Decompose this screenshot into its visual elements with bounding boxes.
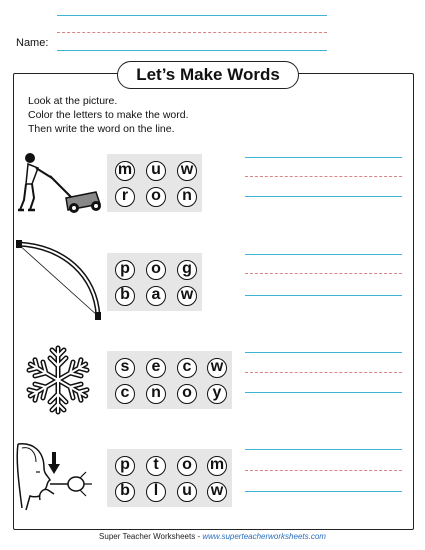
answer-line-mid — [245, 176, 402, 177]
letter-tile[interactable]: c — [177, 358, 197, 378]
top-line-2 — [57, 32, 327, 33]
answer-line-top — [245, 352, 402, 353]
letter-tile[interactable]: b — [115, 286, 135, 306]
letter-tile[interactable]: w — [177, 286, 197, 306]
answer-line-top — [245, 254, 402, 255]
letter-tile[interactable]: a — [146, 286, 166, 306]
snowflake-icon — [20, 342, 96, 418]
bow-icon — [14, 236, 104, 322]
letter-tile[interactable]: m — [207, 456, 227, 476]
letter-tile[interactable]: y — [207, 384, 227, 404]
letter-tile[interactable]: p — [115, 456, 135, 476]
letter-tile[interactable]: r — [115, 187, 135, 207]
instruction-2: Color the letters to make the word. — [28, 109, 189, 121]
letter-tile[interactable]: u — [146, 161, 166, 181]
letter-tile[interactable]: n — [146, 384, 166, 404]
letter-tile[interactable]: m — [115, 161, 135, 181]
letter-tile[interactable]: w — [177, 161, 197, 181]
answer-line-bottom[interactable] — [245, 392, 402, 393]
answer-line-bottom[interactable] — [245, 295, 402, 296]
name-label: Name: — [16, 37, 49, 49]
answer-line-mid — [245, 273, 402, 274]
worksheet-title: Let’s Make Words — [117, 61, 299, 89]
answer-line-bottom[interactable] — [245, 491, 402, 492]
letter-tile[interactable]: o — [177, 456, 197, 476]
footer-link[interactable]: www.superteacherworksheets.com — [202, 532, 326, 541]
blowing-bubble-icon — [14, 438, 104, 514]
letter-tile[interactable]: n — [177, 187, 197, 207]
answer-line-top — [245, 157, 402, 158]
name-line[interactable] — [57, 50, 327, 51]
letter-tile[interactable]: o — [177, 384, 197, 404]
letter-tile[interactable]: o — [146, 260, 166, 280]
letter-tile[interactable]: l — [146, 482, 166, 502]
instruction-3: Then write the word on the line. — [28, 123, 175, 135]
letter-tile[interactable]: t — [146, 456, 166, 476]
instruction-1: Look at the picture. — [28, 95, 118, 107]
answer-line-bottom[interactable] — [245, 196, 402, 197]
letter-tile[interactable]: g — [177, 260, 197, 280]
letter-tile[interactable]: c — [115, 384, 135, 404]
answer-line-top — [245, 449, 402, 450]
letter-tile[interactable]: p — [115, 260, 135, 280]
letter-tile[interactable]: e — [146, 358, 166, 378]
letter-tile[interactable]: s — [115, 358, 135, 378]
answer-line-mid — [245, 470, 402, 471]
footer-text: Super Teacher Worksheets - — [99, 532, 203, 541]
footer — [0, 532, 425, 541]
letter-tile[interactable]: o — [146, 187, 166, 207]
letter-tile[interactable]: u — [177, 482, 197, 502]
lawn-mower-icon — [16, 148, 106, 216]
top-line-1 — [57, 15, 327, 16]
letter-tile[interactable]: w — [207, 358, 227, 378]
letter-tile[interactable]: w — [207, 482, 227, 502]
letter-tile[interactable]: b — [115, 482, 135, 502]
answer-line-mid — [245, 372, 402, 373]
